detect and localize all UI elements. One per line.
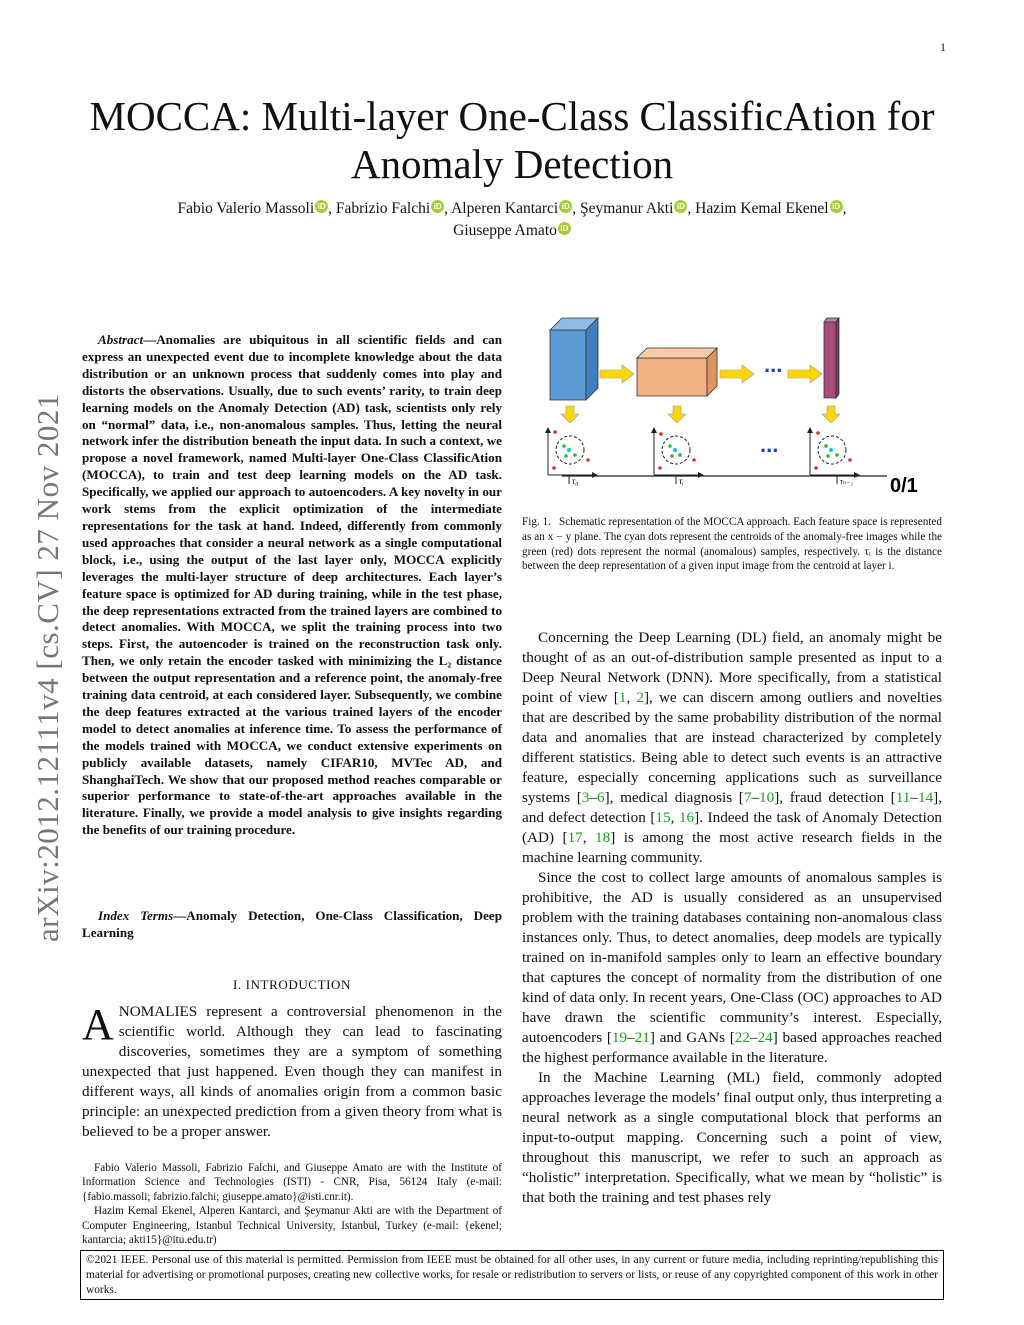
citation-link[interactable]: 14 — [917, 789, 934, 806]
down-arrow — [561, 406, 579, 423]
body-text: ], fraud detection [ — [774, 789, 896, 806]
citation-link[interactable]: 10 — [759, 789, 775, 806]
orcid-icon[interactable]: iD — [674, 200, 687, 213]
ellipsis-dots: ... — [760, 432, 779, 457]
paper-title: MOCCA: Multi-layer One-Class ClassificAtion for Anomaly Detection — [89, 93, 935, 187]
citation-link[interactable]: 16 — [678, 809, 695, 826]
tau-label: τₙ₋₁ — [840, 477, 854, 486]
arxiv-stamp: arXiv:2012.12111v4 [cs.CV] 27 Nov 2021 — [30, 393, 65, 942]
body-text: – — [627, 1029, 635, 1046]
tau-label: τᵢ — [679, 476, 684, 486]
tau-label: τ₀ — [572, 476, 579, 486]
section-heading — [82, 977, 502, 993]
page-number: 1 — [940, 40, 946, 54]
author-name: Fabio Valerio Massoli — [177, 200, 315, 217]
author-name: Giuseppe Amato — [453, 222, 557, 239]
figure-caption — [522, 515, 942, 574]
ellipsis-dots: ... — [764, 352, 783, 377]
citation-link[interactable]: 11 — [895, 789, 911, 806]
citation-link[interactable]: 18 — [595, 829, 611, 846]
author-separator: , — [328, 200, 336, 217]
body-text: – — [749, 1029, 758, 1046]
forward-arrow — [720, 365, 754, 383]
citation-link[interactable]: 2 — [636, 689, 644, 706]
abstract — [82, 332, 502, 839]
drop-cap: A — [82, 1000, 114, 1049]
input-layer-block — [550, 318, 598, 400]
footnotes — [82, 1161, 502, 1247]
body-text: , — [670, 809, 679, 826]
author-separator: , — [842, 200, 847, 217]
orcid-icon[interactable]: iD — [431, 200, 444, 213]
body-text: ]. Indeed the task of Anomaly Detection (AD) [ — [522, 809, 943, 846]
body-text: – — [910, 789, 918, 806]
author-separator: , — [687, 200, 696, 217]
body-text: ], and defect detection [ — [522, 789, 943, 826]
citation-link[interactable]: 1 — [618, 689, 627, 706]
author-separator: , — [444, 200, 452, 217]
hidden-layer-block — [637, 348, 717, 396]
index-terms-text: —Anomaly Detection, One-Class Classification, Deep Learning — [82, 908, 502, 940]
body-text: – — [589, 789, 597, 806]
figure-label: Fig. 1. — [522, 516, 551, 528]
citation-link[interactable]: 22 — [734, 1029, 750, 1046]
author-name: Fabrizio Falchi — [335, 200, 431, 217]
copyright-notice: ©2021 IEEE. Personal use of this material is permitted. Permission from IEEE must be obtained for all other uses, in any current or future media, including reprinting/republishing this material for advertising or promotional purposes, creating new collective works, for resale or redistribution to servers or lists, or reuse of any copyrighted component of this work in other works. — [80, 1250, 944, 1300]
citation-link[interactable]: 19 — [611, 1029, 628, 1046]
output-label: 0/1 — [890, 475, 918, 497]
citation-link[interactable]: 17 — [567, 829, 583, 846]
abstract-lead: Abstract — [98, 332, 144, 347]
body-text: – — [751, 789, 760, 806]
abstract-text: —Anomalies are ubiquitous in all scientific fields and can express an unexpected event due to incomplete knowledge about the data distribution or an unknown process that suddenly comes into play and distorts the observations. Usually, due to such events’ rarity, to train deep learning models on the Anomaly Detection (AD) task, scientists only rely on “normal” data, i.e., non-anomalous samples. Thus, letting the neural network infer the distribution beneath the input data. In such a context, we propose a novel framework, named Multi-layer One-Class ClassificAtion (MOCCA), to train and test deep learning models on the AD task. Specifically, we applied our approach to autoencoders. A key novelty in our work stems from the explicit optimization of the intermediate representations for the task at hand. Indeed, differently from commonly used approaches that consider a neural network as a single computational block, i.e., using the output of the last layer only, MOCCA explicitly leverages the multi-layer structure of deep architectures. Each layer’s feature space is optimized for AD during training, while in the test phase, the deep representations extracted from the trained layers are combined to detect anomalies. With MOCCA, we split the training process into two steps. First, the autoencoder is trained on the reconstruction task only. Then, we only retain the encoder tasked with minimizing the L₂ distance between the output representation and a reference point, the anomaly-free training data centroid, at each considered layer. Subsequently, we combine the deep features extracted at the various trained layers of the encoder model to detect anomalies at inference time. To assess the performance of the models trained with MOCCA, we conduct extensive experiments on publicly available datasets, namely CIFAR10, MVTec AD, and ShanghaiTech. We show that our proposed method reaches comparable or superior performance to state-of-the-art approaches available in the literature. Finally, we provide a model analysis to give insights regarding the benefits of our training procedure. — [82, 332, 502, 838]
body-text: Since the cost to collect large amounts of anomalous samples is prohibitive, the AD is usually considered as an unsupervised problem with the training databases containing non-anomalous class instances only. Thus, to detect anomalies, deep models are typically trained on in-manifold samples only to learn an effective boundary that captures the concept of normality from the distribution of one kind of data only. In recent years, One-Class (OC) approaches to AD have drawn the scientific community’s interest. Especially, autoencoders [ — [522, 869, 942, 1046]
citation-link[interactable]: 6 — [596, 789, 605, 806]
body-text: In the Machine Learning (ML) field, commonly adopted approaches leverage the models’ final output only, thus interpreting a neural network as a single computational block that performs an input-to-output mapping. Concerning such a point of view, throughout this manuscript, we refer to such an approach as “holistic” interpretation. Specifically, what we mean by “holistic” is that both the training and test phases rely — [522, 1069, 942, 1206]
body-text: , — [626, 689, 637, 706]
author-list — [80, 198, 944, 242]
citation-link[interactable]: 24 — [757, 1029, 773, 1046]
citation-link[interactable]: 21 — [634, 1029, 650, 1046]
down-arrow — [668, 406, 686, 423]
footnote-affiliation-itu: Hazim Kemal Ekenel, Alperen Kantarci, and Şeymanur Akti are with the Department of Computer Engineering, Istanbul Technical University, Istanbul, Turkey (e-mail: {ekenel; kantarcia; akti15}@itu.edu.tr) — [82, 1205, 502, 1247]
body-text: Concerning the Deep Learning (DL) field, an anomaly might be thought of as an out-of-distribution sample presented as input to a Deep Neural Network (DNN). More specifically, from a statistical point of view [ — [522, 629, 942, 706]
section-number: I. — [232, 977, 242, 992]
author-name: Hazim Kemal Ekenel — [695, 200, 829, 217]
orcid-icon[interactable]: iD — [558, 222, 571, 235]
section-title: INTRODUCTION — [245, 977, 352, 992]
mocca-figure — [522, 310, 942, 500]
body-text: ], medical diagnosis [ — [604, 789, 744, 806]
right-column-body — [522, 628, 942, 1208]
index-terms — [82, 908, 502, 942]
author-separator: , — [572, 200, 580, 217]
author-name: Şeymanur Akti — [579, 200, 674, 217]
down-arrow — [822, 406, 840, 423]
orcid-icon[interactable]: iD — [559, 200, 572, 213]
citation-link[interactable]: 7 — [743, 789, 752, 806]
citation-link[interactable]: 15 — [655, 809, 671, 826]
index-terms-lead: Index Terms — [98, 908, 174, 923]
body-paragraph — [522, 628, 942, 868]
orcid-icon[interactable]: iD — [315, 200, 328, 213]
citation-link[interactable]: 3 — [581, 789, 590, 806]
body-paragraph — [522, 868, 942, 1068]
body-text: ] based approaches reached the highest performance available in the literature. — [522, 1029, 943, 1066]
body-text: , — [582, 829, 596, 846]
footnote-affiliation-isti: Fabio Valerio Massoli, Fabrizio Falchi, and Giuseppe Amato are with the Institute of Information Science and Technologies (ISTI) - CNR, Pisa, 56124 Italy (e-mail: {fabio.massoli; fabrizio.falchi; giuseppe.amato}@isti.cnr.it). — [82, 1162, 502, 1203]
feature-space-plot — [654, 428, 703, 486]
feature-space-plot — [810, 428, 859, 486]
intro-paragraph — [82, 1002, 502, 1142]
orcid-icon[interactable]: iD — [830, 200, 843, 213]
forward-arrow — [788, 365, 822, 383]
body-text: ] and GANs [ — [649, 1029, 735, 1046]
author-name: Alperen Kantarci — [451, 200, 559, 217]
output-layer-block — [824, 318, 839, 398]
body-text: ] is among the most active research fields in the machine learning community. — [522, 829, 942, 866]
caption-text: Schematic representation of the MOCCA approach. Each feature space is represented as an x − y plane. The cyan dots represent the centroids of the anomaly-free images while the green (red) dots represent the normal (anomalous) samples, respectively. τᵢ is the distance between the deep representation of a given input image from the centroid at layer i. — [522, 516, 942, 573]
feature-space-plot — [548, 428, 597, 486]
intro-text: NOMALIES represent a controversial phenomenon in the scientific world. Although they can lead to fascinating discoveries, sometimes they are a symptom of something unexpected that just happened. Even though they can manifest in different ways, all kinds of anomalies origin from a common basic principle: an unexpected prediction from a given theory from what is believed to be a proper answer. — [82, 1003, 502, 1140]
forward-arrow — [600, 365, 634, 383]
body-text: ], we can discern among outliers and novelties that are described by the same probability distribution of the normal data and anomalies that are instead characterized by completely different statistics. Being able to detect such events is an attractive feature, especially concerning applications such as surveillance systems [ — [522, 689, 943, 806]
body-paragraph — [522, 1068, 942, 1208]
